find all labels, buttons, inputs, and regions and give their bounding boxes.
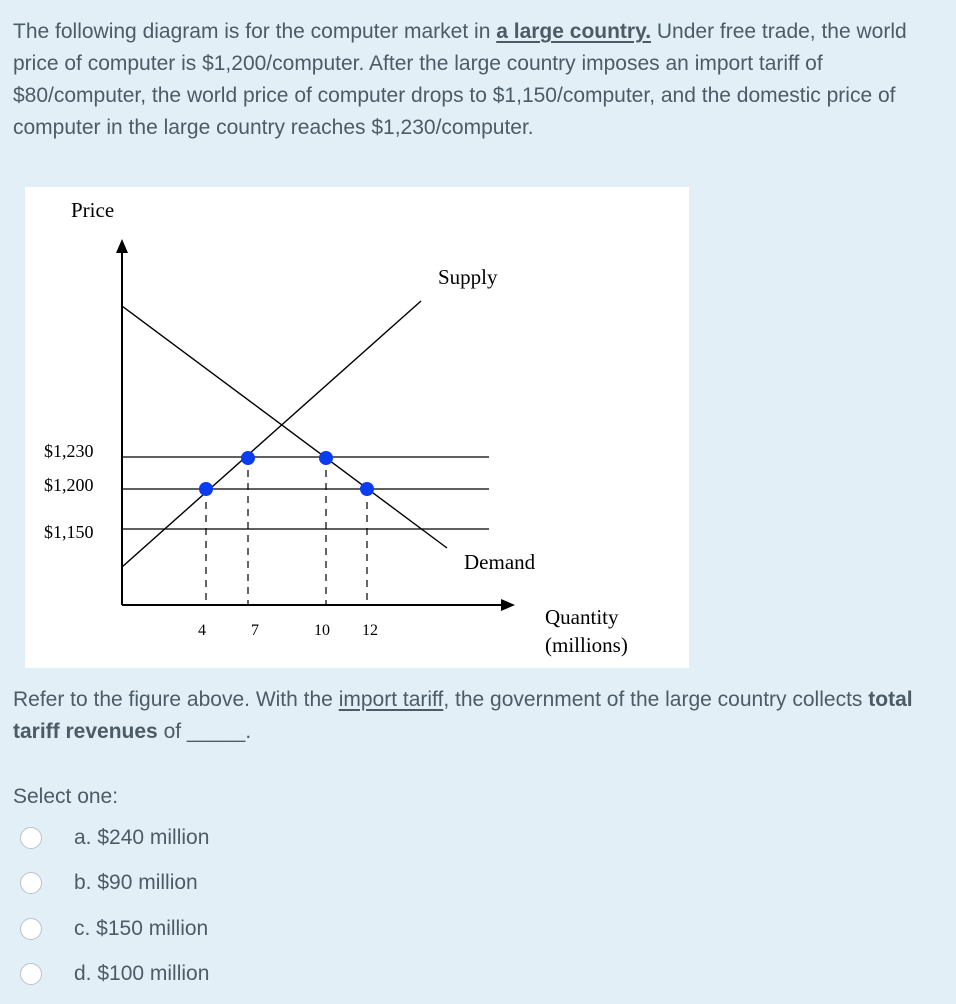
option-a[interactable] [20, 822, 209, 854]
y-axis-title: Price [71, 198, 115, 222]
price-tick-1200: $1,200 [44, 475, 94, 495]
quantity-tick-12: 12 [362, 622, 378, 639]
intro-text-2: Under free trade, the world price of computer is $1,200/computer. After the large country imposes an import tariff of $80/computer, the world price of computer drops to $1,150/computer, and the domestic price of computer in the large country reaches $1,230/computer. [13, 20, 907, 139]
question-underlined: import tariff [338, 688, 444, 711]
option-d-label[interactable]: d. $100 million [74, 962, 210, 985]
x-axis-title-line1: Quantity [545, 605, 619, 629]
radio-option-a[interactable] [20, 827, 42, 849]
question-prompt [13, 684, 943, 748]
x-axis-title-line2: (millions) [545, 633, 628, 657]
select-one-label: Select one: [13, 785, 119, 808]
question-text-1: Refer to the figure above. With the [13, 688, 339, 711]
question-text-3: of _____. [157, 720, 252, 743]
intro-text-1: The following diagram is for the computer market in [13, 20, 497, 43]
price-tick-1150: $1,150 [44, 522, 94, 542]
supply-label: Supply [438, 265, 498, 289]
supply-curve [122, 301, 421, 567]
demand-curve [122, 306, 447, 548]
point-q10-p1230 [319, 451, 333, 465]
option-c-label[interactable]: c. $150 million [74, 917, 209, 940]
radio-option-c[interactable] [20, 918, 42, 940]
option-b[interactable] [20, 867, 198, 899]
question-intro [13, 16, 933, 144]
x-axis-arrow-icon [501, 599, 515, 611]
option-d[interactable] [20, 958, 209, 990]
option-b-label[interactable]: b. $90 million [74, 871, 198, 894]
demand-label: Demand [464, 550, 536, 574]
supply-demand-figure [25, 187, 689, 668]
supply-demand-chart [25, 187, 689, 668]
question-text-2: , the government of the large country collects [443, 688, 869, 711]
question-bold: total tariff revenues [13, 688, 913, 743]
y-axis-arrow-icon [116, 239, 128, 253]
radio-option-b[interactable] [20, 872, 42, 894]
quantity-tick-7: 7 [251, 622, 259, 639]
option-a-label[interactable]: a. $240 million [74, 826, 210, 849]
quantity-tick-4: 4 [198, 622, 206, 639]
radio-option-d[interactable] [20, 963, 42, 985]
option-c[interactable] [20, 913, 208, 945]
price-tick-1230: $1,230 [44, 441, 94, 461]
intro-emphasis: a large country. [496, 20, 652, 43]
point-q12-p1200 [360, 482, 374, 496]
point-q7-p1230 [241, 451, 255, 465]
point-q4-p1200 [199, 482, 213, 496]
quantity-tick-10: 10 [314, 622, 330, 639]
